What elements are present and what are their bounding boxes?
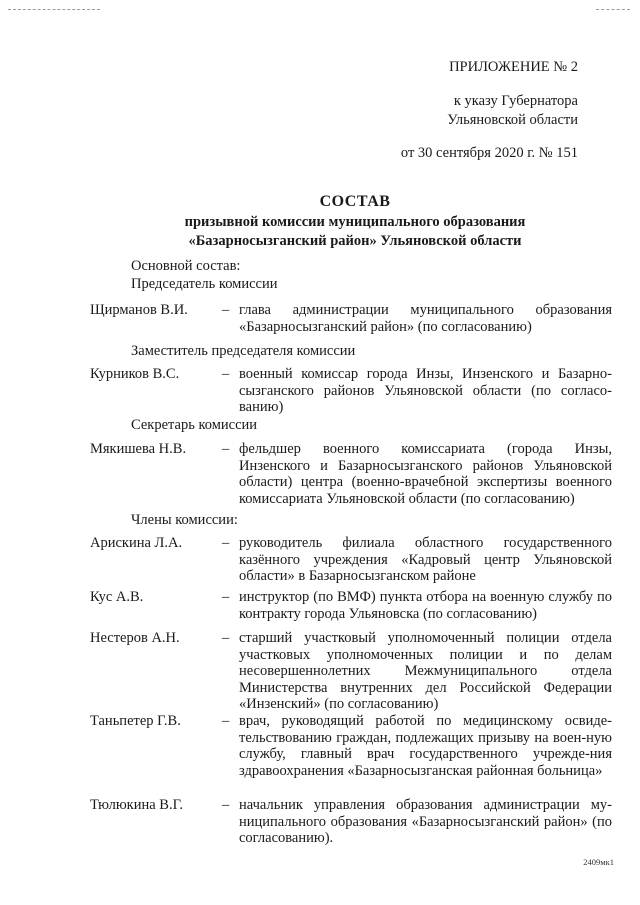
appendix-reference-line1: к указу Губернатора — [453, 93, 578, 109]
section-members: Члены комиссии: — [131, 512, 238, 528]
person-name: Мякишева Н.В. — [90, 441, 187, 457]
person-name: Арискина Л.А. — [90, 535, 183, 551]
section-secretary: Секретарь комиссии — [131, 417, 258, 433]
dash: – — [222, 713, 230, 729]
appendix-date-text: от 30 сентября 2020 г. № 151 — [400, 145, 578, 161]
dash: – — [222, 535, 230, 551]
appendix-reference-line2: Ульяновской области — [447, 112, 578, 128]
dash: – — [222, 302, 230, 318]
section-deputy: Заместитель председателя комиссии — [131, 343, 356, 359]
dash: – — [222, 366, 230, 382]
person-position: военный комиссар города Инзы, Инзенского и Базарно-сызганского районов Ульяновской области (по согласо-ванию) — [239, 366, 612, 415]
person-position: врач, руководящий работой по медицинскому освиде-тельствованию граждан, подлежащих призыву на воен-ную службу, главный врач государственного учрежде-ния здравоохранения «Базарносызганская районная больница» — [239, 713, 612, 779]
person-position: начальник управления образования администрации му-ниципального образования «Базарносызганский район» (по согласованию). — [239, 797, 612, 846]
person-name: Таньпетер Г.В. — [90, 713, 181, 729]
appendix-number — [449, 58, 578, 77]
appendix-number-text: ПРИЛОЖЕНИЕ № 2 — [449, 59, 578, 75]
document-title — [0, 191, 640, 251]
appendix-reference — [447, 92, 578, 130]
person-name: Щирманов В.И. — [90, 302, 188, 318]
section-main-composition: Основной состав: — [131, 258, 241, 274]
scan-edge-mark-right — [596, 9, 630, 10]
person-position: старший участковый уполномоченный полиции отдела участковых уполномоченных полиции и по делам несовершеннолетних Межмуниципального отдела Министерства внутренних дел Российской Федерации «Инзенский» (по согласованию) — [239, 630, 612, 712]
title-main: СОСТАВ — [319, 193, 391, 210]
person-name: Тюлюкина В.Г. — [90, 797, 183, 813]
section-chairman: Председатель комиссии — [131, 276, 278, 292]
dash: – — [222, 797, 230, 813]
appendix-date — [401, 144, 578, 163]
person-position: фельдшер военного комиссариата (города Инзы, Инзенского и Базарносызганского районов Ульяновской области) центра (военно-врачебной экспертизы военного комиссариата Ульяновской области (по согласованию) — [239, 441, 612, 507]
dash: – — [222, 589, 230, 605]
scan-edge-mark-left — [8, 9, 100, 10]
person-name: Курников В.С. — [90, 366, 180, 382]
person-position: руководитель филиала областного государственного казённого учреждения «Кадровый центр Ульяновской области» в Базарносызганском районе — [239, 535, 612, 584]
dash: – — [222, 441, 230, 457]
title-line2: «Базарносызганский район» Ульяновской области — [188, 233, 522, 249]
person-position: глава администрации муниципального образования «Базарносызганский район» (по согласованию) — [239, 302, 612, 335]
person-name: Нестеров А.Н. — [90, 630, 180, 646]
person-name: Кус А.В. — [90, 589, 144, 605]
footer-code: 2409мк1 — [583, 857, 614, 867]
dash: – — [222, 630, 230, 646]
person-position: инструктор (по ВМФ) пункта отбора на военную службу по контракту города Ульяновска (по согласованию) — [239, 589, 612, 622]
title-line1: призывной комиссии муниципального образования — [184, 214, 526, 230]
